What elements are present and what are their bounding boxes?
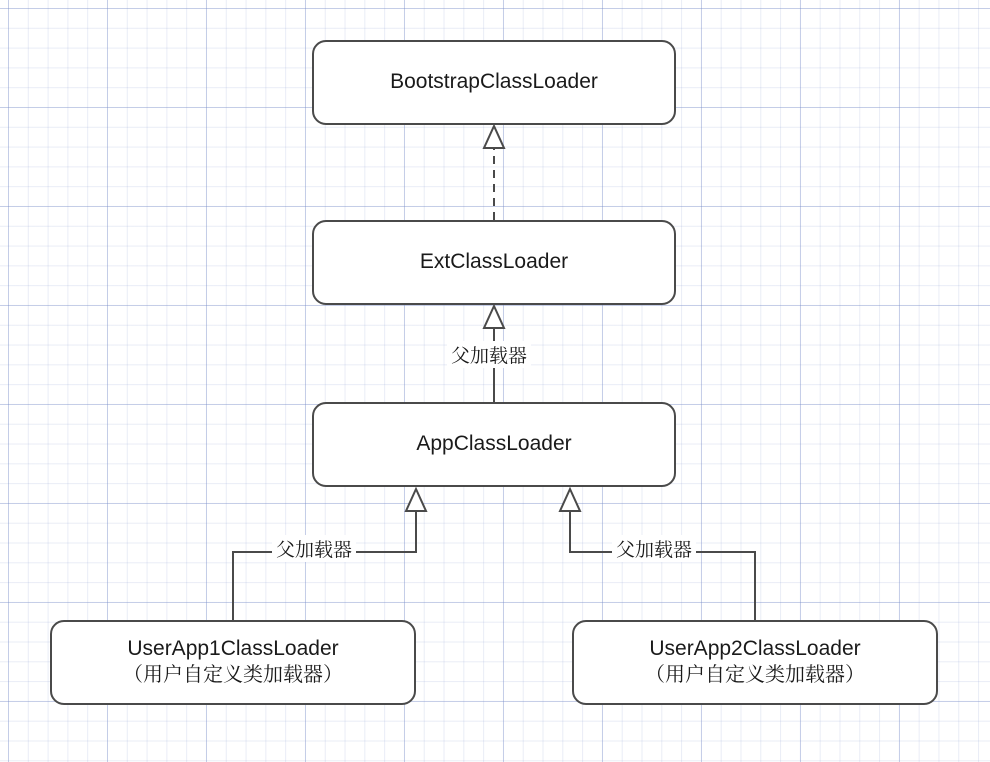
node-bootstrap-class-loader-label: BootstrapClassLoader — [390, 70, 598, 94]
node-ext-class-loader-label: ExtClassLoader — [419, 250, 569, 274]
node-app-class-loader-label: AppClassLoader — [416, 432, 572, 456]
node-userapp2-class-loader-sublabel: （用户自定义类加载器） — [645, 664, 865, 687]
node-userapp1-class-loader-sublabel: （用户自定义类加载器） — [123, 664, 343, 687]
node-userapp2-class-loader[interactable] — [572, 620, 938, 705]
node-app-class-loader[interactable] — [312, 402, 676, 487]
node-bootstrap-class-loader[interactable] — [312, 40, 676, 125]
edge-label-user1-to-app: 父加载器 — [272, 535, 356, 562]
edge-label-user2-to-app: 父加载器 — [612, 535, 696, 562]
edge-label-app-to-ext: 父加载器 — [447, 341, 531, 368]
connector-ext-to-bootstrap — [484, 126, 504, 220]
node-ext-class-loader[interactable] — [312, 220, 676, 305]
node-userapp2-class-loader-label: UserApp2ClassLoader — [649, 637, 861, 661]
node-userapp1-class-loader[interactable] — [50, 620, 416, 705]
node-userapp1-class-loader-label: UserApp1ClassLoader — [127, 637, 339, 661]
